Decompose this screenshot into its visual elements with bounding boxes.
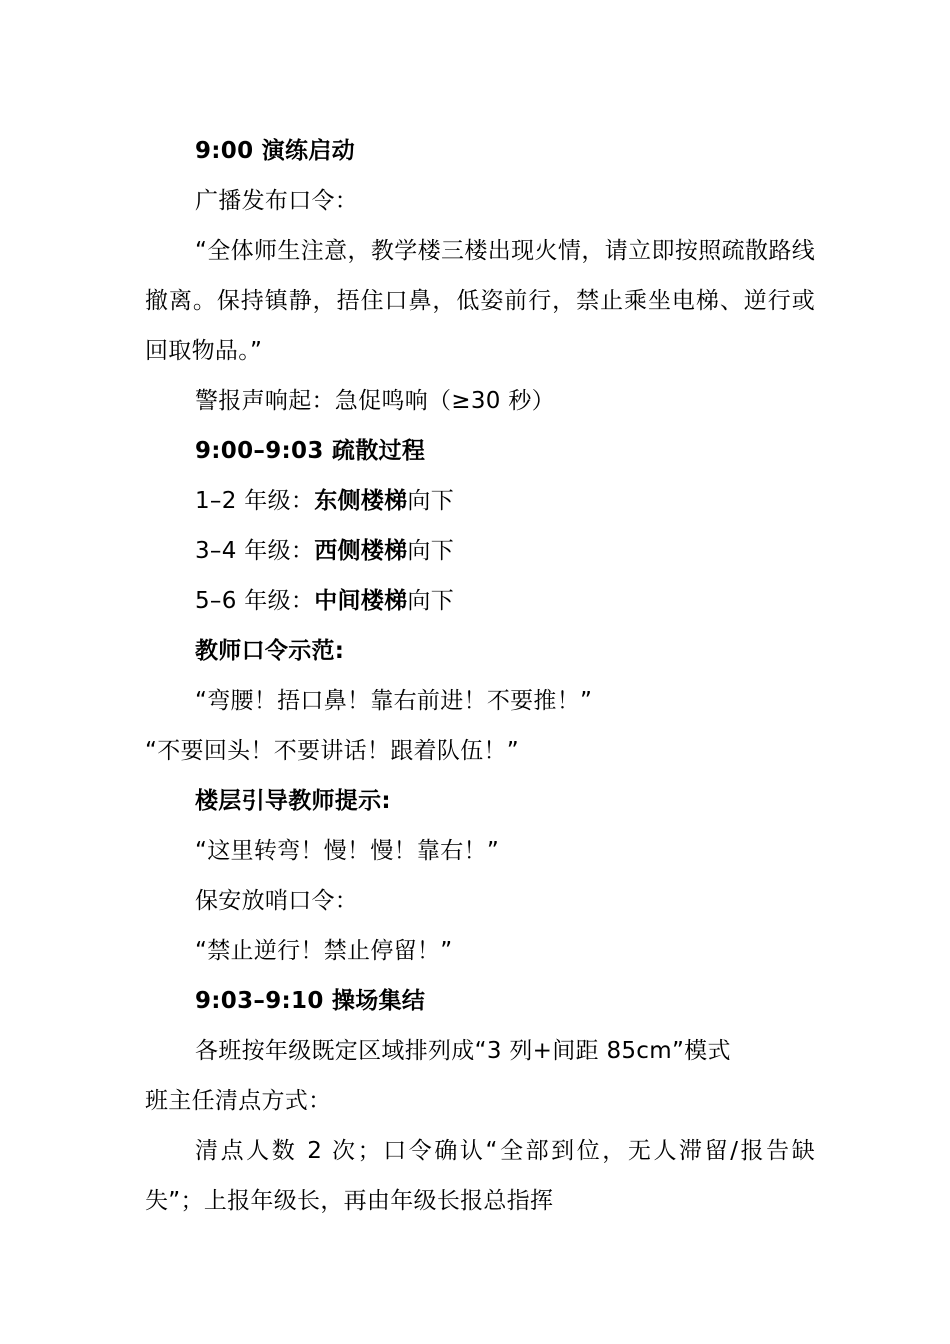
grade-route-3-4	[145, 526, 815, 576]
grade-label: 3–4 年级：	[195, 538, 315, 564]
stair-name: 西侧楼梯	[314, 538, 408, 564]
stair-name: 东侧楼梯	[314, 488, 408, 514]
section-heading-start: 9:00 演练启动	[195, 138, 355, 164]
subheading-teacher-commands: 教师口令示范:	[195, 638, 345, 664]
paragraph-alarm: 警报声响起：急促鸣响（≥30 秒）	[195, 388, 555, 414]
grade-label: 1–2 年级：	[195, 488, 315, 514]
quote-security: “禁止逆行！禁止停留！”	[195, 938, 453, 964]
quote-floor-guide: “这里转弯！慢！慢！靠右！”	[195, 838, 500, 864]
quote-teacher-1: “弯腰！捂口鼻！靠右前进！不要推！”	[195, 688, 593, 714]
subheading-floor-guide: 楼层引导教师提示:	[195, 788, 391, 814]
paragraph-security-label: 保安放哨口令：	[195, 888, 359, 914]
paragraph-headcount-label: 班主任清点方式：	[145, 1088, 332, 1114]
paragraph-headcount-method: 清点人数 2 次；口令确认“全部到位，无人滞留/报告缺失”；上报年级长，再由年级长报总指挥	[145, 1138, 815, 1214]
direction: 向下	[407, 588, 454, 614]
paragraph-broadcast-quote: “全体师生注意，教学楼三楼出现火情，请立即按照疏散路线撤离。保持镇静，捂住口鼻，低姿前行，禁止乘坐电梯、逆行或回取物品。”	[145, 238, 815, 364]
section-heading-assembly: 9:03–9:10 操场集结	[195, 988, 426, 1014]
stair-name: 中间楼梯	[314, 588, 408, 614]
document-body	[145, 126, 815, 1226]
quote-teacher-2: “不要回头！不要讲话！跟着队伍！”	[145, 738, 519, 764]
section-heading-evacuation: 9:00–9:03 疏散过程	[195, 438, 426, 464]
grade-label: 5–6 年级：	[195, 588, 315, 614]
direction: 向下	[407, 538, 454, 564]
paragraph-formation: 各班按年级既定区域排列成“3 列+间距 85cm”模式	[195, 1038, 731, 1064]
grade-route-1-2	[145, 476, 815, 526]
grade-route-5-6	[145, 576, 815, 626]
paragraph-broadcast-label: 广播发布口令：	[195, 188, 359, 214]
direction: 向下	[407, 488, 454, 514]
